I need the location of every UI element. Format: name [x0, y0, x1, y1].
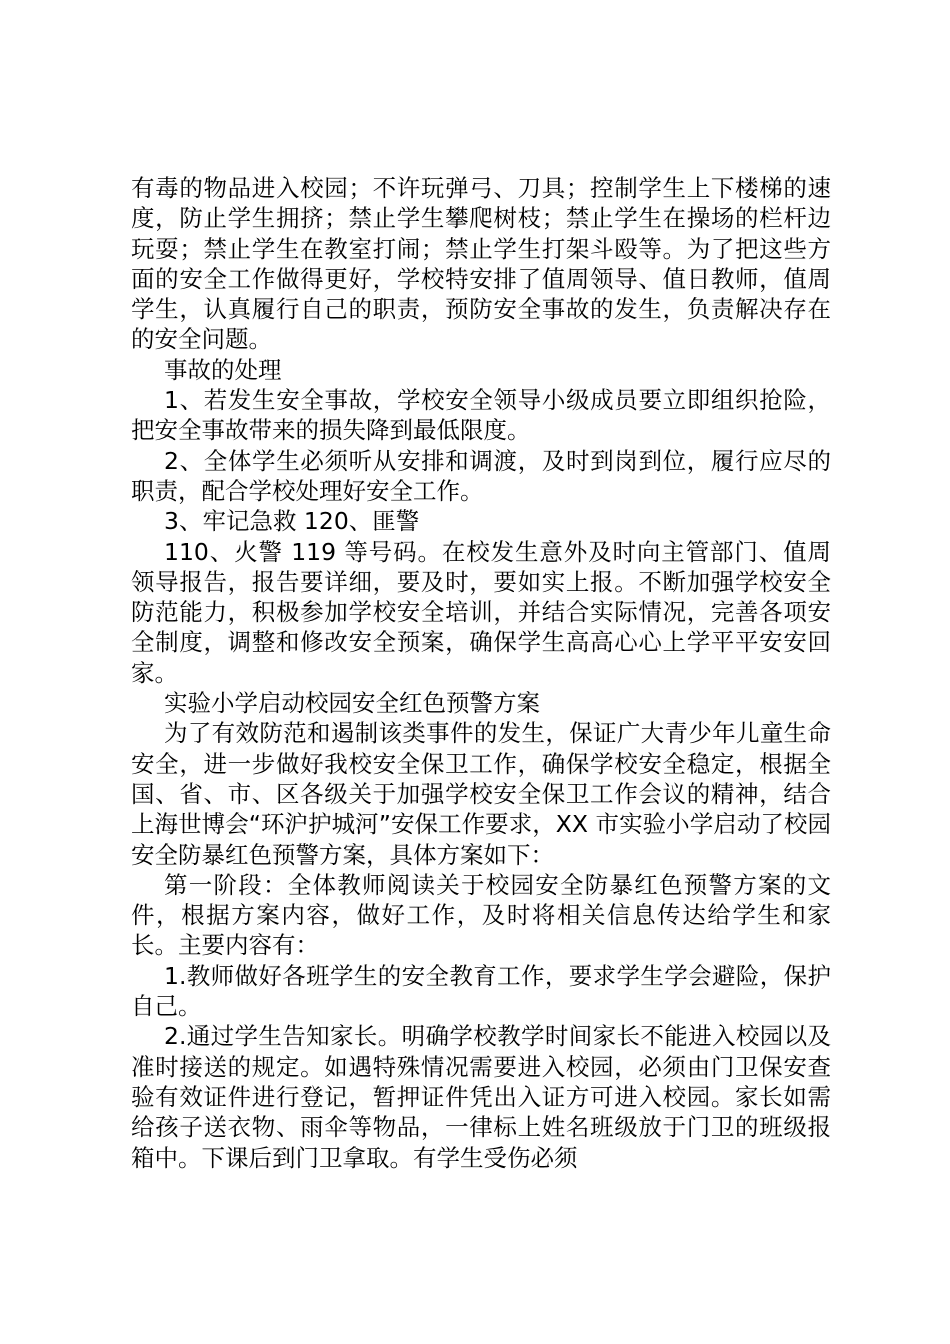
paragraph-6: 110、火警 119 等号码。在校发生意外及时向主管部门、值周领导报告，报告要详细，要及时，要如实上报。不断加强学校安全防范能力，积极参加学校安全培训，并结合实际情况，完善各项安全制度，调整和修改安全预案，确保学生高高心心上学平平安安回家。 [131, 537, 831, 687]
paragraph-11: 2.通过学生告知家长。明确学校教学时间家长不能进入校园以及准时接送的规定。如遇特殊情况需要进入校园，必须由门卫保安查验有效证件进行登记，暂押证件凭出入证方可进入校园。家长如需给孩子送衣物、雨伞等物品，一律标上姓名班级放于门卫的班级报箱中。下课后到门卫拿取。有学生受伤必须 [131, 1022, 831, 1172]
document-body [131, 173, 831, 1173]
paragraph-8: 为了有效防范和遏制该类事件的发生，保证广大青少年儿童生命安全，进一步做好我校安全保卫工作，确保学校安全稳定，根据全国、省、市、区各级关于加强学校安全保卫工作会议的精神，结合上海世博会“环沪护城河”安保工作要求，XX 市实验小学启动了校园安全防暴红色预警方案，具体方案如下： [131, 719, 831, 869]
paragraph-2-heading: 事故的处理 [164, 355, 282, 384]
paragraph-10: 1.教师做好各班学生的安全教育工作，要求学生学会避险，保护自己。 [131, 961, 831, 1021]
paragraph-5: 3、牢记急救 120、匪警 [164, 507, 420, 536]
paragraph-1: 有毒的物品进入校园；不许玩弹弓、刀具；控制学生上下楼梯的速度，防止学生拥挤；禁止学生攀爬树枝；禁止学生在操场的栏杆边玩耍；禁止学生在教室打闹；禁止学生打架斗殴等。为了把这些方面的安全工作做得更好，学校特安排了值周领导、值日教师，值周学生，认真履行自己的职责，预防安全事故的发生，负责解决存在的安全问题。 [131, 174, 831, 354]
paragraph-3: 1、若发生安全事故，学校安全领导小级成员要立即组织抢险，把安全事故带来的损失降到最低限度。 [131, 386, 831, 445]
paragraph-9: 第一阶段：全体教师阅读关于校园安全防暴红色预警方案的文件，根据方案内容，做好工作，及时将相关信息传达给学生和家长。主要内容有： [131, 870, 831, 960]
paragraph-7-heading: 实验小学启动校园安全红色预警方案 [164, 689, 540, 718]
paragraph-4: 2、全体学生必须听从安排和调渡，及时到岗到位，履行应尽的职责，配合学校处理好安全工作。 [131, 446, 831, 505]
